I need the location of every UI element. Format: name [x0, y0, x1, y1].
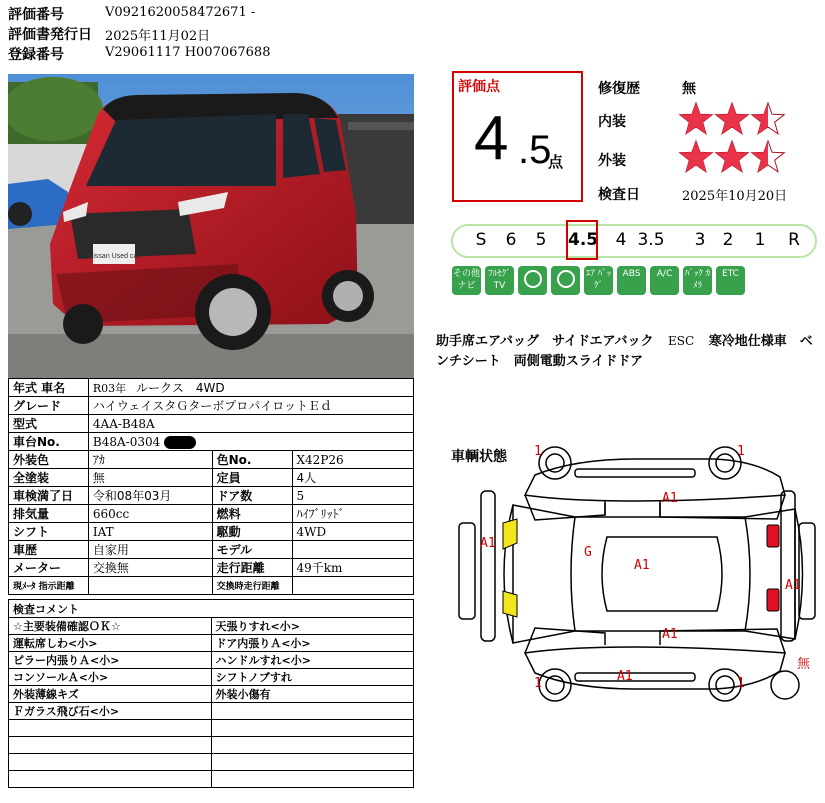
damage-mark: 無 — [797, 657, 811, 672]
comment-row — [9, 652, 414, 669]
damage-mark: A1 — [634, 558, 650, 573]
score-scale-item: 3 — [694, 230, 706, 250]
equipment-text — [436, 331, 822, 372]
history-label: 車歴 — [9, 541, 89, 559]
comment-row — [9, 703, 414, 720]
comments-title: 検査コメント — [9, 600, 414, 618]
star-fill — [716, 103, 748, 134]
drive-value: 4WD — [292, 523, 414, 541]
equipment-line2: ンチシート 両側電動スライドドア — [436, 354, 643, 369]
equipment-icon-label: ABS — [622, 269, 641, 279]
fuel-value: ﾊｲﾌﾞﾘｯﾄﾞ — [292, 505, 414, 523]
comment-row — [9, 720, 414, 737]
damage-mark: 1 — [534, 676, 542, 691]
score-scale-item: R — [788, 230, 800, 250]
airbag-icon — [584, 266, 613, 295]
eval-number-label: 評価番号 — [8, 7, 64, 23]
star-fill — [680, 141, 712, 172]
repaint-label: 全塗装 — [9, 469, 89, 487]
mileage-value: 49千km — [292, 559, 414, 577]
meter-swap-value — [292, 577, 414, 595]
chassis-value: B48A-0304 — [92, 434, 161, 449]
damage-mark: G — [584, 545, 592, 560]
icon-glyph — [557, 270, 575, 288]
comment-row — [9, 686, 414, 703]
score-scale-item: 4 — [615, 230, 627, 250]
inspection-label: 車検満了日 — [9, 487, 89, 505]
damage-mark: A1 — [480, 536, 496, 551]
score-scale-item: 2 — [722, 230, 734, 250]
type-label: 型式 — [9, 415, 89, 433]
exterior-stars — [678, 139, 788, 179]
year-model-label: 年式 車名 — [9, 379, 89, 397]
inspection-date-value: 2025年10月20日 — [682, 189, 788, 204]
score-box — [452, 71, 583, 202]
exterior-color-label: 外装色 — [9, 451, 89, 469]
spec-row — [9, 541, 414, 559]
vehicle-condition-diagram — [455, 445, 820, 703]
damage-mark: 1 — [534, 444, 542, 459]
alloy-wheel-icon — [518, 266, 547, 295]
comment-cell — [9, 754, 212, 771]
equipment-icon-label: ﾌﾙｾｸﾞ TV — [488, 269, 511, 291]
score-unit: 点 — [548, 153, 564, 171]
damage-mark: A1 — [662, 627, 678, 642]
damage-mark: A1 — [662, 491, 678, 506]
spec-row — [9, 577, 414, 595]
inspection-date-label: 検査日 — [598, 187, 640, 203]
year-model-value — [88, 379, 413, 397]
fullseg-tv-icon — [485, 266, 514, 295]
car-photo — [8, 74, 414, 378]
equipment-icon-label: ﾊﾞｯｸ ｶﾒﾗ — [684, 269, 711, 291]
score-label: 評価点 — [458, 79, 500, 95]
shift-label: シフト — [9, 523, 89, 541]
displacement-label: 排気量 — [9, 505, 89, 523]
equipment-icon-label: ETC — [722, 269, 739, 279]
smart-key-icon — [551, 266, 580, 295]
comment-cell — [9, 720, 212, 737]
comment-row — [9, 669, 414, 686]
meter-label: メーター — [9, 559, 89, 577]
etc-icon — [716, 266, 745, 295]
comment-cell — [211, 754, 413, 771]
score-integer: 4 — [474, 104, 507, 173]
comment-cell: ハンドルすれ<小> — [211, 652, 413, 669]
meter-indicated-label: 現ﾒｰﾀ 指示距離 — [9, 577, 89, 595]
model-value: ルークス 4WD — [136, 381, 225, 395]
spec-row — [9, 397, 414, 415]
year-value: R03年 — [92, 382, 127, 395]
exterior-label: 外装 — [598, 153, 626, 169]
damage-mark: A1 — [617, 669, 633, 684]
grade-value: ハイウェイスタＧターボプロパイロットＥｄ — [88, 397, 413, 415]
repaint-value: 無 — [88, 469, 212, 487]
navi-icon — [452, 266, 481, 295]
capacity-label: 定員 — [212, 469, 292, 487]
comment-cell — [211, 720, 413, 737]
comment-row — [9, 618, 414, 635]
abs-icon — [617, 266, 646, 295]
comment-cell: シフトノブすれ — [211, 669, 413, 686]
meter-value: 交換無 — [88, 559, 212, 577]
star-rating — [678, 139, 788, 175]
reg-number-value: V29061117 H007067688 — [105, 45, 271, 60]
ac-icon — [650, 266, 679, 295]
equipment-esc: ESC — [668, 334, 695, 348]
comment-cell — [9, 771, 212, 788]
star-rating — [678, 101, 788, 137]
comment-cell: 天張りすれ<小> — [211, 618, 413, 635]
comment-cell: 外装小傷有 — [211, 686, 413, 703]
doors-label: ドア数 — [212, 487, 292, 505]
comment-cell: 運転席しわ<小> — [9, 635, 212, 652]
comment-cell: ☆主要装備確認ＯＫ☆ — [9, 618, 212, 635]
meter-swap-label: 交換時走行距離 — [212, 577, 292, 595]
chassis-label: 車台No. — [9, 433, 89, 451]
model-label: モデル — [212, 541, 292, 559]
color-no-value: X42P26 — [292, 451, 414, 469]
star-fill — [680, 103, 712, 134]
comment-cell — [9, 737, 212, 754]
score-scale-item: S — [475, 230, 487, 250]
spec-row — [9, 487, 414, 505]
comments-table — [8, 599, 414, 788]
history-value: 自家用 — [88, 541, 212, 559]
inspection-value: 令和08年03月 — [88, 487, 212, 505]
spec-row — [9, 505, 414, 523]
comments-title-row — [9, 600, 414, 618]
repair-label: 修復歴 — [598, 81, 640, 97]
equipment-line1-b: 寒冷地仕様車 ベ — [708, 334, 813, 349]
spec-row — [9, 523, 414, 541]
spec-row — [9, 433, 414, 451]
reg-number-label: 登録番号 — [8, 47, 64, 63]
issue-date-label: 評価書発行日 — [8, 27, 92, 43]
comment-cell — [211, 771, 413, 788]
meter-indicated-value — [88, 577, 212, 595]
comment-cell: Ｆガラス飛び石<小> — [9, 703, 212, 720]
comment-row — [9, 754, 414, 771]
exterior-color-value: ｱｶ — [88, 451, 212, 469]
comment-row — [9, 635, 414, 652]
comment-cell — [211, 737, 413, 754]
score-scale-item: 6 — [505, 230, 517, 250]
equipment-line1-a: 助手席エアバッグ サイドエアバック — [436, 334, 654, 349]
type-value: 4AA-B48A — [88, 415, 413, 433]
spec-row — [9, 415, 414, 433]
interior-label: 内装 — [598, 114, 626, 130]
car-photo-illustration — [8, 74, 414, 378]
color-no-label: 色No. — [212, 451, 292, 469]
doors-value: 5 — [292, 487, 414, 505]
issue-date-value: 2025年11月02日 — [105, 29, 211, 44]
score-scale-item: 1 — [754, 230, 766, 250]
model-value2 — [292, 541, 414, 559]
redaction-mark — [164, 436, 196, 449]
equipment-icon-label: A/C — [656, 269, 673, 279]
damage-mark: 1 — [737, 444, 745, 459]
fuel-label: 燃料 — [212, 505, 292, 523]
diagram-title: 車輌状態 — [451, 449, 507, 465]
comment-cell: ドア内張りＡ<小> — [211, 635, 413, 652]
equipment-icon-label: ｴｱ ﾊﾞｯｸﾞ — [585, 269, 612, 291]
eval-number-value: V0921620058472671 - — [105, 5, 256, 20]
damage-mark: A1 — [785, 578, 801, 593]
comment-cell: 外装薄線キズ — [9, 686, 212, 703]
spec-row — [9, 559, 414, 577]
star-fill — [716, 141, 748, 172]
comment-row — [9, 737, 414, 754]
comment-cell — [211, 703, 413, 720]
plate-text: Nissan Used car — [88, 253, 140, 260]
grade-label: グレード — [9, 397, 89, 415]
comment-row — [9, 771, 414, 788]
icon-glyph — [524, 270, 542, 288]
capacity-value: 4人 — [292, 469, 414, 487]
spec-table — [8, 378, 414, 595]
score-scale-item: 5 — [535, 230, 547, 250]
shift-value: IAT — [88, 523, 212, 541]
score-scale-highlight — [566, 220, 598, 260]
spec-row — [9, 451, 414, 469]
score-scale-item: 3.5 — [637, 230, 665, 250]
drive-label: 駆動 — [212, 523, 292, 541]
damage-mark: 1 — [737, 676, 745, 691]
repair-value: 無 — [682, 81, 696, 97]
displacement-value: 660cc — [88, 505, 212, 523]
comment-cell: ピラー内張りＡ<小> — [9, 652, 212, 669]
interior-stars — [678, 101, 788, 141]
comment-cell: コンソールＡ<小> — [9, 669, 212, 686]
equipment-icon-label: その他 ナビ — [452, 269, 480, 291]
score-decimal: .5 — [518, 128, 552, 172]
spec-row — [9, 379, 414, 397]
chassis-value-cell — [88, 433, 413, 451]
score-scale-item: 4.5 — [568, 230, 599, 250]
mileage-label: 走行距離 — [212, 559, 292, 577]
back-camera-icon — [683, 266, 712, 295]
spec-row — [9, 469, 414, 487]
